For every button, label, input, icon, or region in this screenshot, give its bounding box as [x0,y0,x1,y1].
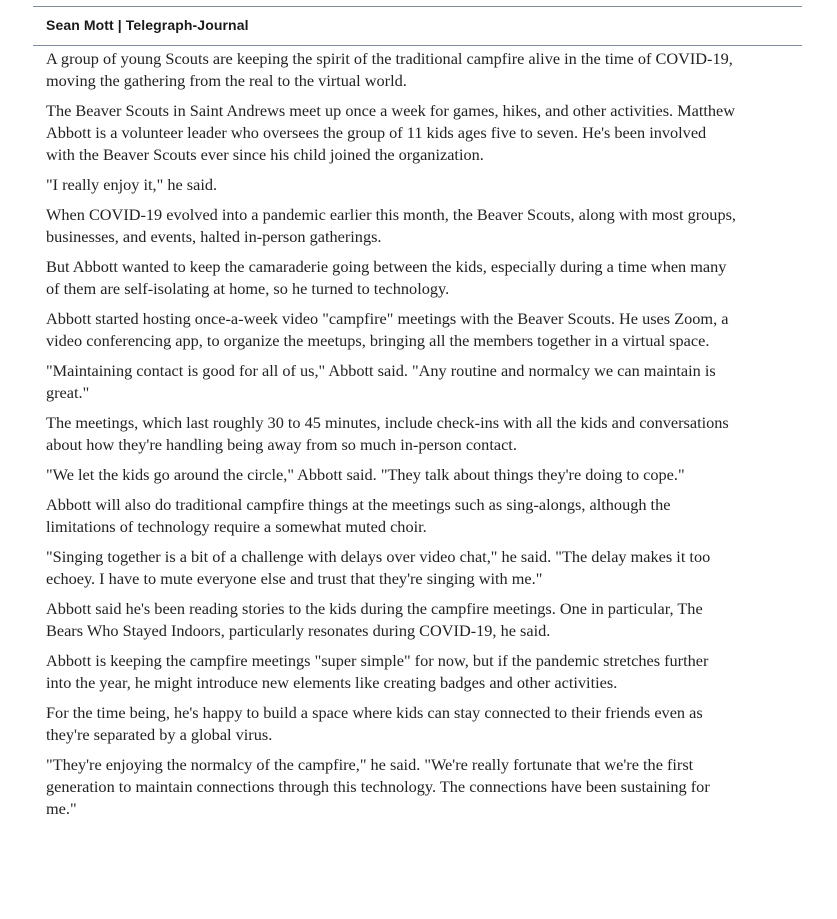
article-paragraph: Abbott started hosting once-a-week video "campfire" meetings with the Beaver Scouts. He uses Zoom, a video conferencing app, to organize the meetups, bringing all the members together in a virtual space. [46,309,729,350]
byline-text: Sean Mott | Telegraph-Journal [46,17,249,33]
article-paragraph: Abbott is keeping the campfire meetings "super simple" for now, but if the pandemic stretches further into the year, he might introduce new elements like creating badges and other activities. [46,651,709,692]
article-paragraph: Abbott will also do traditional campfire things at the meetings such as sing-alongs, although the limitations of technology require a somewhat muted choir. [46,495,671,536]
article-paragraph: For the time being, he's happy to build a space where kids can stay connected to their friends even as they're separated by a global virus. [46,703,703,744]
article-paragraph: When COVID-19 evolved into a pandemic earlier this month, the Beaver Scouts, along with most groups, businesses, and events, halted in-person gatherings. [46,205,736,246]
article-paragraph: "Singing together is a bit of a challenge with delays over video chat," he said. "The delay makes it too echoey. I have to mute everyone else and trust that they're singing with me." [46,547,711,588]
byline [46,17,249,33]
article-paragraph: "We let the kids go around the circle," Abbott said. "They talk about things they're doing to cope." [46,465,685,484]
article-paragraph: Abbott said he's been reading stories to the kids during the campfire meetings. One in particular, The Bears Who Stayed Indoors, particularly resonates during COVID-19, he said. [46,599,703,640]
article-paragraph: A group of young Scouts are keeping the spirit of the traditional campfire alive in the time of COVID-19, moving the gathering from the real to the virtual world. [46,49,733,90]
article-paragraph: "They're enjoying the normalcy of the campfire," he said. "We're really fortunate that we're the first generation to maintain connections through this technology. The connections have been sustaining for me." [46,755,710,818]
header-bottom-divider [33,45,802,46]
article-paragraph: "Maintaining contact is good for all of us," Abbott said. "Any routine and normalcy we can maintain is great." [46,361,716,402]
article-paragraph: "I really enjoy it," he said. [46,175,218,194]
article-body [46,48,736,828]
article-paragraph: The Beaver Scouts in Saint Andrews meet up once a week for games, hikes, and other activities. Matthew Abbott is a volunteer leader who oversees the group of 11 kids ages five to seven. He's been involved with the Beaver Scouts ever since his child joined the organization. [46,101,736,164]
article-paragraph: But Abbott wanted to keep the camaraderie going between the kids, especially during a time when many of them are self-isolating at home, so he turned to technology. [46,257,727,298]
header-top-divider [33,6,802,7]
article-paragraph: The meetings, which last roughly 30 to 45 minutes, include check-ins with all the kids and conversations about how they're handling being away from so much in-person contact. [46,413,729,454]
